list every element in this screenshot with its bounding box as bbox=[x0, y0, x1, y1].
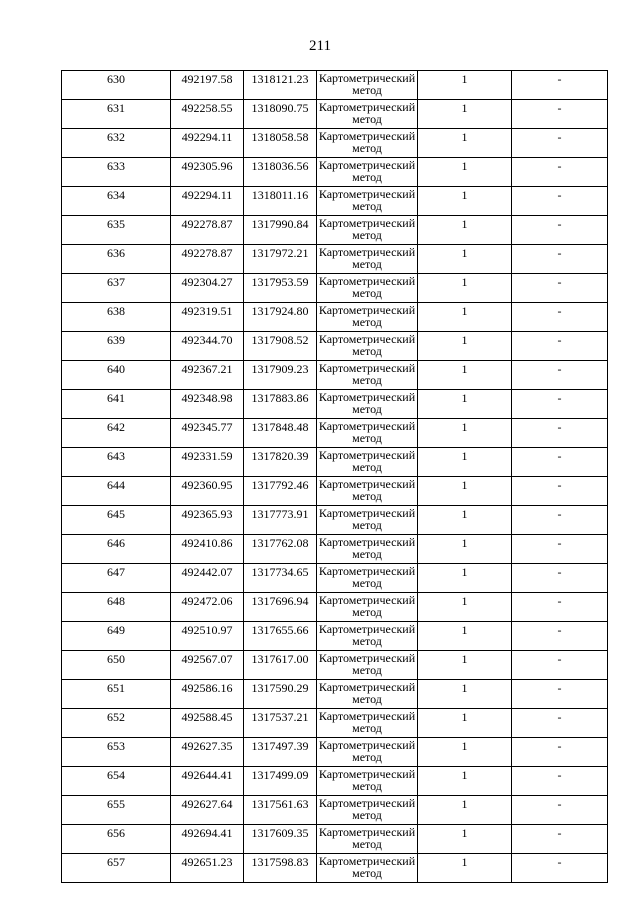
point-number-cell: 630 bbox=[62, 71, 171, 100]
table-row bbox=[62, 187, 608, 216]
point-number-cell: 657 bbox=[62, 854, 171, 883]
y-coordinate-cell: 1318058.58 bbox=[244, 129, 317, 158]
note-cell: - bbox=[512, 158, 608, 187]
accuracy-cell: 1 bbox=[418, 390, 512, 419]
y-coordinate-cell: 1317792.46 bbox=[244, 477, 317, 506]
x-coordinate-cell: 492644.41 bbox=[171, 767, 244, 796]
accuracy-cell: 1 bbox=[418, 332, 512, 361]
method-text: Картометрический метод bbox=[318, 506, 416, 532]
x-coordinate-cell: 492586.16 bbox=[171, 680, 244, 709]
x-coordinate-cell: 492442.07 bbox=[171, 564, 244, 593]
y-coordinate-cell: 1317883.86 bbox=[244, 390, 317, 419]
method-text: Картометрический метод bbox=[318, 448, 416, 474]
accuracy-cell: 1 bbox=[418, 535, 512, 564]
table-row bbox=[62, 361, 608, 390]
method-text: Картометрический метод bbox=[318, 158, 416, 184]
accuracy-cell: 1 bbox=[418, 158, 512, 187]
note-cell: - bbox=[512, 274, 608, 303]
method-cell bbox=[317, 158, 418, 187]
note-cell: - bbox=[512, 187, 608, 216]
method-text: Картометрический метод bbox=[318, 100, 416, 126]
note-cell: - bbox=[512, 71, 608, 100]
accuracy-cell: 1 bbox=[418, 100, 512, 129]
note-cell: - bbox=[512, 361, 608, 390]
note-cell: - bbox=[512, 506, 608, 535]
x-coordinate-cell: 492651.23 bbox=[171, 854, 244, 883]
y-coordinate-cell: 1318036.56 bbox=[244, 158, 317, 187]
accuracy-cell: 1 bbox=[418, 593, 512, 622]
table-row bbox=[62, 71, 608, 100]
method-text: Картометрический метод bbox=[318, 651, 416, 677]
method-cell bbox=[317, 622, 418, 651]
method-cell bbox=[317, 245, 418, 274]
accuracy-cell: 1 bbox=[418, 216, 512, 245]
y-coordinate-cell: 1317773.91 bbox=[244, 506, 317, 535]
accuracy-cell: 1 bbox=[418, 274, 512, 303]
y-coordinate-cell: 1317696.94 bbox=[244, 593, 317, 622]
y-coordinate-cell: 1318011.16 bbox=[244, 187, 317, 216]
point-number-cell: 640 bbox=[62, 361, 171, 390]
x-coordinate-cell: 492331.59 bbox=[171, 448, 244, 477]
table-row bbox=[62, 419, 608, 448]
y-coordinate-cell: 1317820.39 bbox=[244, 448, 317, 477]
y-coordinate-cell: 1317499.09 bbox=[244, 767, 317, 796]
method-text: Картометрический метод bbox=[318, 245, 416, 271]
method-cell bbox=[317, 71, 418, 100]
accuracy-cell: 1 bbox=[418, 738, 512, 767]
page-number: 211 bbox=[309, 38, 331, 54]
accuracy-cell: 1 bbox=[418, 564, 512, 593]
accuracy-cell: 1 bbox=[418, 854, 512, 883]
accuracy-cell: 1 bbox=[418, 448, 512, 477]
method-cell bbox=[317, 390, 418, 419]
note-cell: - bbox=[512, 738, 608, 767]
method-text: Картометрический метод bbox=[318, 361, 416, 387]
x-coordinate-cell: 492627.35 bbox=[171, 738, 244, 767]
x-coordinate-cell: 492294.11 bbox=[171, 129, 244, 158]
point-number-cell: 655 bbox=[62, 796, 171, 825]
x-coordinate-cell: 492294.11 bbox=[171, 187, 244, 216]
method-text: Картометрический метод bbox=[318, 593, 416, 619]
x-coordinate-cell: 492304.27 bbox=[171, 274, 244, 303]
point-number-cell: 641 bbox=[62, 390, 171, 419]
accuracy-cell: 1 bbox=[418, 245, 512, 274]
table-row bbox=[62, 245, 608, 274]
accuracy-cell: 1 bbox=[418, 709, 512, 738]
x-coordinate-cell: 492567.07 bbox=[171, 651, 244, 680]
note-cell: - bbox=[512, 390, 608, 419]
accuracy-cell: 1 bbox=[418, 71, 512, 100]
method-cell bbox=[317, 303, 418, 332]
y-coordinate-cell: 1317655.66 bbox=[244, 622, 317, 651]
point-number-cell: 633 bbox=[62, 158, 171, 187]
point-number-cell: 648 bbox=[62, 593, 171, 622]
table-row bbox=[62, 854, 608, 883]
accuracy-cell: 1 bbox=[418, 680, 512, 709]
x-coordinate-cell: 492305.96 bbox=[171, 158, 244, 187]
point-number-cell: 632 bbox=[62, 129, 171, 158]
point-number-cell: 643 bbox=[62, 448, 171, 477]
method-text: Картометрический метод bbox=[318, 796, 416, 822]
method-text: Картометрический метод bbox=[318, 477, 416, 503]
y-coordinate-cell: 1317734.65 bbox=[244, 564, 317, 593]
table-row bbox=[62, 535, 608, 564]
x-coordinate-cell: 492258.55 bbox=[171, 100, 244, 129]
note-cell: - bbox=[512, 796, 608, 825]
table-body bbox=[62, 71, 608, 883]
note-cell: - bbox=[512, 129, 608, 158]
point-number-cell: 652 bbox=[62, 709, 171, 738]
point-number-cell: 635 bbox=[62, 216, 171, 245]
method-cell bbox=[317, 796, 418, 825]
point-number-cell: 656 bbox=[62, 825, 171, 854]
method-text: Картометрический метод bbox=[318, 216, 416, 242]
table-row bbox=[62, 738, 608, 767]
y-coordinate-cell: 1317617.00 bbox=[244, 651, 317, 680]
x-coordinate-cell: 492367.21 bbox=[171, 361, 244, 390]
point-number-cell: 638 bbox=[62, 303, 171, 332]
note-cell: - bbox=[512, 593, 608, 622]
table-row bbox=[62, 390, 608, 419]
note-cell: - bbox=[512, 245, 608, 274]
table-row bbox=[62, 274, 608, 303]
method-text: Картометрический метод bbox=[318, 564, 416, 590]
table-row bbox=[62, 303, 608, 332]
x-coordinate-cell: 492360.95 bbox=[171, 477, 244, 506]
accuracy-cell: 1 bbox=[418, 651, 512, 680]
y-coordinate-cell: 1317848.48 bbox=[244, 419, 317, 448]
accuracy-cell: 1 bbox=[418, 796, 512, 825]
table-row bbox=[62, 332, 608, 361]
accuracy-cell: 1 bbox=[418, 477, 512, 506]
method-cell bbox=[317, 274, 418, 303]
accuracy-cell: 1 bbox=[418, 767, 512, 796]
method-cell bbox=[317, 129, 418, 158]
table-row bbox=[62, 651, 608, 680]
y-coordinate-cell: 1317972.21 bbox=[244, 245, 317, 274]
method-cell bbox=[317, 361, 418, 390]
table-row bbox=[62, 100, 608, 129]
point-number-cell: 644 bbox=[62, 477, 171, 506]
method-text: Картометрический метод bbox=[318, 332, 416, 358]
method-cell bbox=[317, 187, 418, 216]
y-coordinate-cell: 1317990.84 bbox=[244, 216, 317, 245]
method-text: Картометрический метод bbox=[318, 622, 416, 648]
note-cell: - bbox=[512, 825, 608, 854]
table-row bbox=[62, 680, 608, 709]
x-coordinate-cell: 492278.87 bbox=[171, 245, 244, 274]
y-coordinate-cell: 1317609.35 bbox=[244, 825, 317, 854]
method-cell bbox=[317, 651, 418, 680]
accuracy-cell: 1 bbox=[418, 303, 512, 332]
method-cell bbox=[317, 825, 418, 854]
method-cell bbox=[317, 216, 418, 245]
note-cell: - bbox=[512, 535, 608, 564]
note-cell: - bbox=[512, 651, 608, 680]
method-cell bbox=[317, 477, 418, 506]
table-row bbox=[62, 216, 608, 245]
y-coordinate-cell: 1318121.23 bbox=[244, 71, 317, 100]
coordinates-table bbox=[61, 70, 608, 883]
accuracy-cell: 1 bbox=[418, 187, 512, 216]
method-text: Картометрический метод bbox=[318, 709, 416, 735]
note-cell: - bbox=[512, 216, 608, 245]
note-cell: - bbox=[512, 100, 608, 129]
note-cell: - bbox=[512, 448, 608, 477]
table-row bbox=[62, 129, 608, 158]
y-coordinate-cell: 1317537.21 bbox=[244, 709, 317, 738]
method-text: Картометрический метод bbox=[318, 854, 416, 880]
y-coordinate-cell: 1317953.59 bbox=[244, 274, 317, 303]
note-cell: - bbox=[512, 332, 608, 361]
method-text: Картометрический метод bbox=[318, 390, 416, 416]
note-cell: - bbox=[512, 303, 608, 332]
point-number-cell: 654 bbox=[62, 767, 171, 796]
table-row bbox=[62, 477, 608, 506]
point-number-cell: 631 bbox=[62, 100, 171, 129]
table-row bbox=[62, 506, 608, 535]
method-cell bbox=[317, 709, 418, 738]
accuracy-cell: 1 bbox=[418, 622, 512, 651]
method-cell bbox=[317, 419, 418, 448]
table-row bbox=[62, 593, 608, 622]
method-cell bbox=[317, 738, 418, 767]
method-cell bbox=[317, 100, 418, 129]
table-row bbox=[62, 448, 608, 477]
note-cell: - bbox=[512, 854, 608, 883]
table-row bbox=[62, 709, 608, 738]
x-coordinate-cell: 492365.93 bbox=[171, 506, 244, 535]
point-number-cell: 642 bbox=[62, 419, 171, 448]
y-coordinate-cell: 1317561.63 bbox=[244, 796, 317, 825]
method-text: Картометрический метод bbox=[318, 187, 416, 213]
table-row bbox=[62, 796, 608, 825]
x-coordinate-cell: 492197.58 bbox=[171, 71, 244, 100]
method-text: Картометрический метод bbox=[318, 535, 416, 561]
point-number-cell: 634 bbox=[62, 187, 171, 216]
x-coordinate-cell: 492344.70 bbox=[171, 332, 244, 361]
method-cell bbox=[317, 535, 418, 564]
y-coordinate-cell: 1317762.08 bbox=[244, 535, 317, 564]
method-cell bbox=[317, 448, 418, 477]
accuracy-cell: 1 bbox=[418, 506, 512, 535]
method-cell bbox=[317, 854, 418, 883]
note-cell: - bbox=[512, 419, 608, 448]
x-coordinate-cell: 492348.98 bbox=[171, 390, 244, 419]
point-number-cell: 653 bbox=[62, 738, 171, 767]
y-coordinate-cell: 1318090.75 bbox=[244, 100, 317, 129]
method-cell bbox=[317, 564, 418, 593]
table-row bbox=[62, 767, 608, 796]
method-cell bbox=[317, 506, 418, 535]
note-cell: - bbox=[512, 622, 608, 651]
point-number-cell: 637 bbox=[62, 274, 171, 303]
point-number-cell: 651 bbox=[62, 680, 171, 709]
method-cell bbox=[317, 680, 418, 709]
y-coordinate-cell: 1317909.23 bbox=[244, 361, 317, 390]
accuracy-cell: 1 bbox=[418, 419, 512, 448]
point-number-cell: 636 bbox=[62, 245, 171, 274]
point-number-cell: 647 bbox=[62, 564, 171, 593]
x-coordinate-cell: 492472.06 bbox=[171, 593, 244, 622]
accuracy-cell: 1 bbox=[418, 361, 512, 390]
x-coordinate-cell: 492319.51 bbox=[171, 303, 244, 332]
y-coordinate-cell: 1317598.83 bbox=[244, 854, 317, 883]
note-cell: - bbox=[512, 564, 608, 593]
method-text: Картометрический метод bbox=[318, 738, 416, 764]
method-text: Картометрический метод bbox=[318, 303, 416, 329]
x-coordinate-cell: 492278.87 bbox=[171, 216, 244, 245]
accuracy-cell: 1 bbox=[418, 129, 512, 158]
y-coordinate-cell: 1317924.80 bbox=[244, 303, 317, 332]
point-number-cell: 646 bbox=[62, 535, 171, 564]
table-row bbox=[62, 564, 608, 593]
x-coordinate-cell: 492510.97 bbox=[171, 622, 244, 651]
y-coordinate-cell: 1317908.52 bbox=[244, 332, 317, 361]
y-coordinate-cell: 1317497.39 bbox=[244, 738, 317, 767]
table-row bbox=[62, 158, 608, 187]
method-cell bbox=[317, 332, 418, 361]
method-cell bbox=[317, 767, 418, 796]
accuracy-cell: 1 bbox=[418, 825, 512, 854]
table-row bbox=[62, 622, 608, 651]
x-coordinate-cell: 492694.41 bbox=[171, 825, 244, 854]
method-text: Картометрический метод bbox=[318, 274, 416, 300]
method-text: Картометрический метод bbox=[318, 71, 416, 97]
x-coordinate-cell: 492627.64 bbox=[171, 796, 244, 825]
point-number-cell: 639 bbox=[62, 332, 171, 361]
method-text: Картометрический метод bbox=[318, 419, 416, 445]
method-text: Картометрический метод bbox=[318, 680, 416, 706]
y-coordinate-cell: 1317590.29 bbox=[244, 680, 317, 709]
method-text: Картометрический метод bbox=[318, 825, 416, 851]
method-text: Картометрический метод bbox=[318, 767, 416, 793]
x-coordinate-cell: 492345.77 bbox=[171, 419, 244, 448]
point-number-cell: 645 bbox=[62, 506, 171, 535]
table-row bbox=[62, 825, 608, 854]
point-number-cell: 650 bbox=[62, 651, 171, 680]
method-cell bbox=[317, 593, 418, 622]
note-cell: - bbox=[512, 767, 608, 796]
note-cell: - bbox=[512, 709, 608, 738]
x-coordinate-cell: 492588.45 bbox=[171, 709, 244, 738]
note-cell: - bbox=[512, 477, 608, 506]
note-cell: - bbox=[512, 680, 608, 709]
point-number-cell: 649 bbox=[62, 622, 171, 651]
method-text: Картометрический метод bbox=[318, 129, 416, 155]
x-coordinate-cell: 492410.86 bbox=[171, 535, 244, 564]
